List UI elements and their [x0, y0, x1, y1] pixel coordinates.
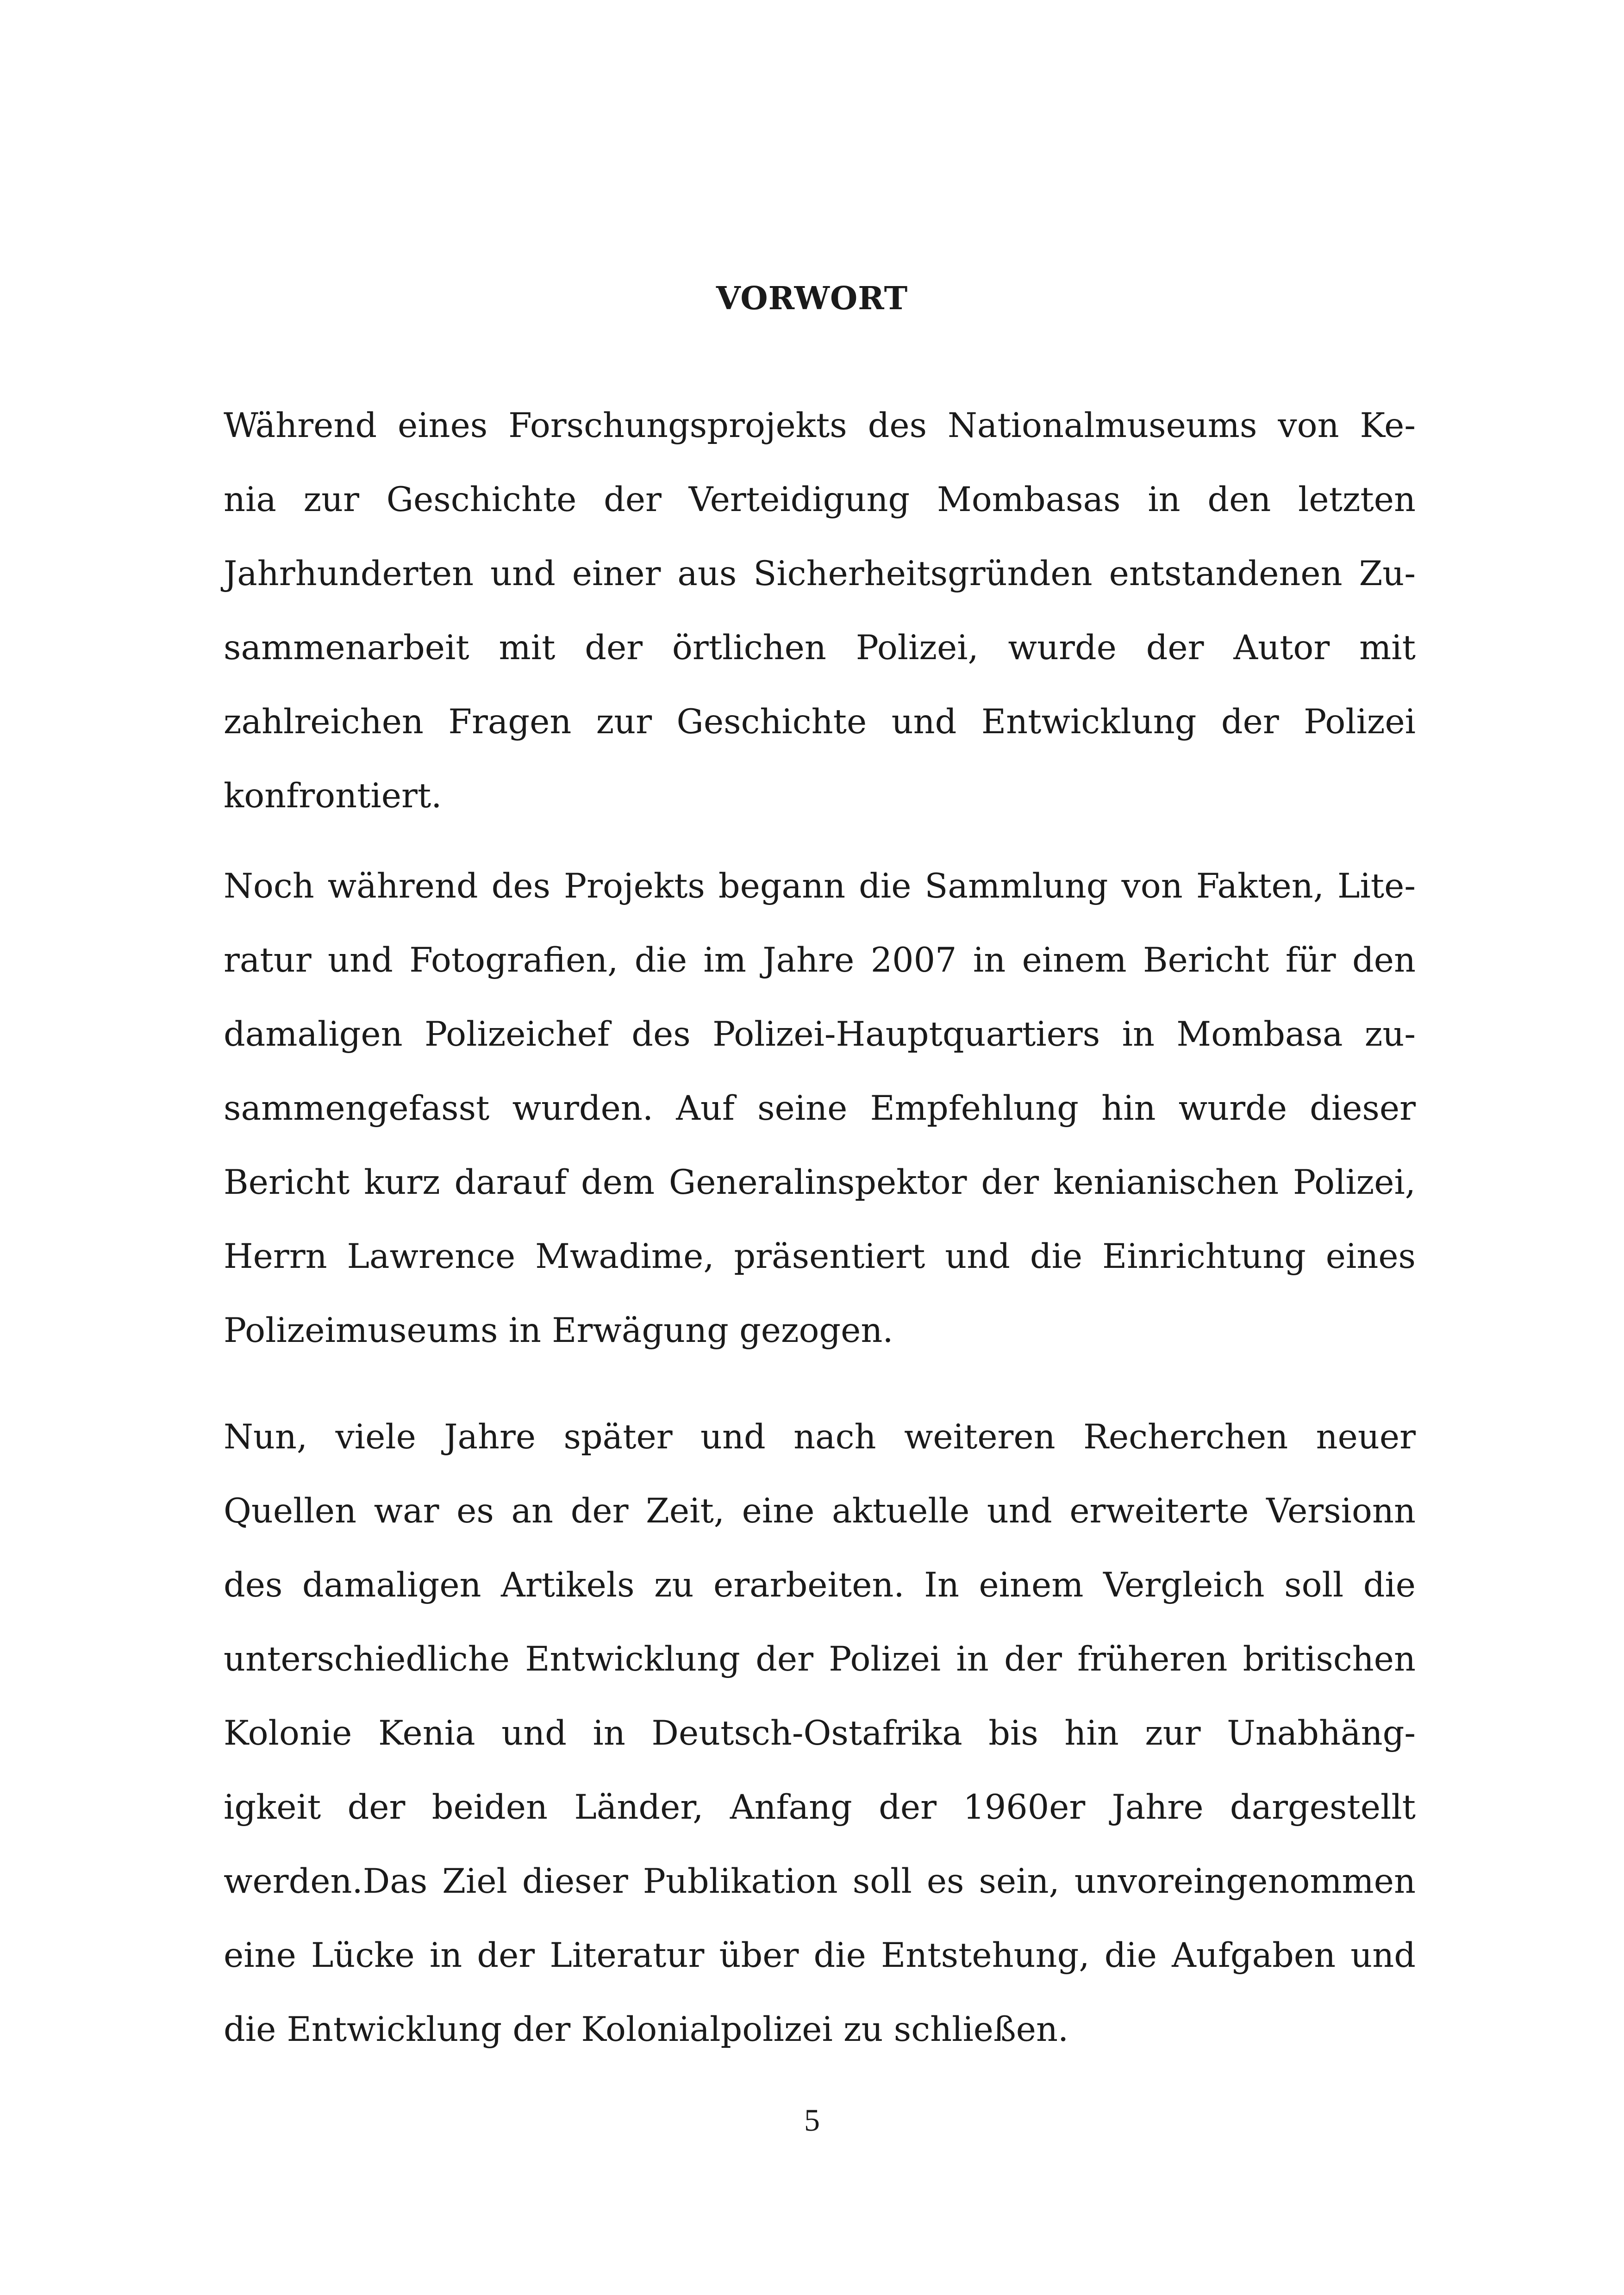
text-line: Herrn Lawrence Mwadime, präsentiert und die Einrichtung eines — [224, 1237, 1416, 1276]
paragraph-1 — [224, 403, 1416, 847]
text-line: eine Lücke in der Literatur über die Entstehung, die Aufgaben und — [224, 1936, 1416, 1975]
text-line: sammenarbeit mit der örtlichen Polizei, wurde der Autor mit — [224, 628, 1416, 667]
text-line: Kolonie Kenia und in Deutsch-Ostafrika bis hin zur Unabhäng- — [224, 1714, 1416, 1753]
text-line: nia zur Geschichte der Verteidigung Mombasas in den letzten — [224, 480, 1416, 519]
text-line: Während eines Forschungsprojekts des Nationalmuseums von Ke- — [224, 406, 1416, 445]
text-line: damaligen Polizeichef des Polizei-Hauptquartiers in Mombasa zu- — [224, 1015, 1416, 1054]
text-line: sammengefasst wurden. Auf seine Empfehlung hin wurde dieser — [224, 1089, 1416, 1128]
text-line: Quellen war es an der Zeit, eine aktuelle und erweiterte Versionn — [224, 1491, 1416, 1531]
text-line: ratur und Fotografien, die im Jahre 2007 in einem Bericht für den — [224, 941, 1416, 980]
text-line: werden.Das Ziel dieser Publikation soll es sein, unvoreingenommen — [224, 1862, 1416, 1901]
text-line: Polizeimuseums in Erwägung gezogen. — [224, 1311, 893, 1350]
text-line: die Entwicklung der Kolonialpolizei zu schließen. — [224, 2010, 1069, 2049]
text-line: Bericht kurz darauf dem Generalinspektor der kenianischen Polizei, — [224, 1163, 1416, 1202]
text-line: konfrontiert. — [224, 776, 442, 816]
page-number: 5 — [804, 2102, 820, 2138]
text-line: igkeit der beiden Länder, Anfang der 1960er Jahre dargestellt — [224, 1788, 1416, 1827]
text-line: Jahrhunderten und einer aus Sicherheitsgründen entstandenen Zu- — [224, 554, 1416, 593]
paragraph-3 — [224, 1414, 1416, 2081]
text-line: Noch während des Projekts begann die Sammlung von Fakten, Lite- — [224, 867, 1416, 906]
paragraph-2 — [224, 863, 1416, 1382]
text-line: Nun, viele Jahre später und nach weiteren Recherchen neuer — [224, 1417, 1416, 1457]
page-title: VORWORT — [716, 280, 908, 317]
text-line: unterschiedliche Entwicklung der Polizei in der früheren britischen — [224, 1640, 1416, 1679]
text-line: zahlreichen Fragen zur Geschichte und Entwicklung der Polizei — [224, 702, 1416, 742]
text-line: des damaligen Artikels zu erarbeiten. In einem Vergleich soll die — [224, 1565, 1416, 1605]
